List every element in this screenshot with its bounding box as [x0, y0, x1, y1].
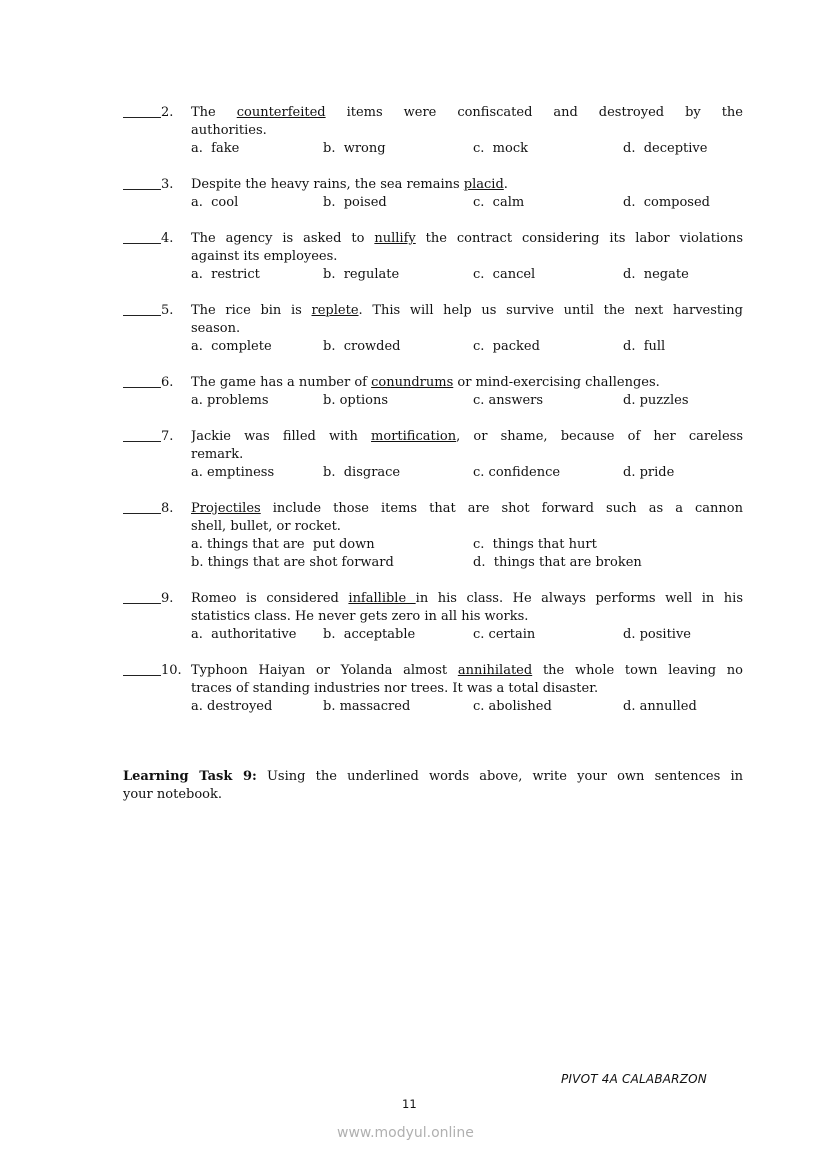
answer-blank[interactable]	[123, 500, 161, 514]
question-number: 5.	[161, 303, 174, 318]
question-line	[123, 122, 743, 140]
choice-option[interactable]: a. things that are put down	[191, 537, 375, 552]
learning-task-9	[123, 768, 743, 804]
choice-option[interactable]: c. mock	[473, 141, 528, 156]
question-line	[123, 608, 743, 626]
text-segment: items were confiscated and destroyed by the	[325, 105, 743, 120]
text-segment: the whole town leaving no	[532, 663, 743, 678]
footer-pivot-label: PIVOT 4A CALABARZON	[561, 1072, 707, 1086]
choice-option[interactable]: a. cool	[191, 195, 239, 210]
question-item	[123, 230, 743, 284]
question-number: 9.	[161, 591, 174, 606]
underlined-word: infallible	[348, 591, 416, 606]
choice-row	[123, 338, 743, 356]
text-segment: The game has a number of	[191, 375, 372, 390]
choice-option[interactable]: a. destroyed	[191, 699, 273, 714]
question-text	[191, 176, 743, 194]
question-item	[123, 104, 743, 158]
choice-option[interactable]: a. authoritative	[191, 627, 297, 642]
text-segment: include those items that are shot forward such as a cannon	[260, 501, 743, 516]
question-number: 7.	[161, 429, 174, 444]
choice-option[interactable]: b. massacred	[323, 699, 411, 714]
choice-option[interactable]: d. negate	[623, 267, 689, 282]
choice-option[interactable]: a. complete	[191, 339, 272, 354]
underlined-word: Projectiles	[191, 501, 261, 516]
text-segment: authorities.	[191, 123, 267, 138]
question-number: 8.	[161, 501, 174, 516]
text-segment: season.	[191, 321, 241, 336]
underlined-word: counterfeited	[236, 105, 326, 120]
choice-row	[123, 554, 743, 572]
choice-option[interactable]: d. positive	[623, 627, 691, 642]
task-text: Using the underlined words above, write your own sentences in	[256, 769, 743, 784]
question-line	[123, 302, 743, 320]
choice-option[interactable]: a. problems	[191, 393, 269, 408]
question-text	[191, 446, 743, 464]
choice-row	[123, 698, 743, 716]
text-segment: .	[503, 177, 508, 192]
question-line	[123, 374, 743, 392]
choice-option[interactable]: b. regulate	[323, 267, 400, 282]
question-text	[191, 374, 743, 392]
question-text	[191, 248, 743, 266]
question-line	[123, 176, 743, 194]
task-label: Learning Task 9:	[123, 769, 257, 784]
question-number: 10.	[161, 663, 182, 678]
answer-blank[interactable]	[123, 428, 161, 442]
choice-option[interactable]: a. fake	[191, 141, 240, 156]
question-line	[123, 518, 743, 536]
question-text	[191, 104, 743, 122]
underlined-word: nullify	[374, 231, 416, 246]
question-text	[191, 122, 743, 140]
answer-blank[interactable]	[123, 176, 161, 190]
question-text	[191, 590, 743, 608]
choice-row	[123, 266, 743, 284]
choice-option[interactable]: c. calm	[473, 195, 525, 210]
choice-option[interactable]: b. crowded	[323, 339, 401, 354]
underlined-word: conundrums	[371, 375, 454, 390]
page-number: 11	[402, 1097, 417, 1111]
question-item	[123, 374, 743, 410]
text-segment: shell, bullet, or rocket.	[191, 519, 341, 534]
answer-blank[interactable]	[123, 590, 161, 604]
question-number: 3.	[161, 177, 174, 192]
text-segment: the contract considering its labor violations	[415, 231, 743, 246]
choice-row	[123, 464, 743, 482]
question-text	[191, 500, 743, 518]
text-segment: traces of standing industries nor trees. It was a total disaster.	[191, 681, 599, 696]
choice-option[interactable]: a. restrict	[191, 267, 260, 282]
watermark: www.modyul.online	[337, 1125, 474, 1141]
text-segment: , or shame, because of her careless	[456, 429, 743, 444]
question-line	[123, 320, 743, 338]
choice-row	[123, 626, 743, 644]
underlined-word: mortification	[371, 429, 457, 444]
choice-row	[123, 194, 743, 212]
question-line	[123, 428, 743, 446]
text-segment: Romeo is considered	[191, 591, 349, 606]
question-line	[123, 248, 743, 266]
question-text	[191, 428, 743, 446]
choice-option[interactable]: b. poised	[323, 195, 387, 210]
text-segment: Jackie was filled with	[191, 429, 372, 444]
question-number: 4.	[161, 231, 174, 246]
choice-option[interactable]: d. composed	[623, 195, 710, 210]
text-segment: or mind-exercising challenges.	[453, 375, 660, 390]
question-text	[191, 608, 743, 626]
choice-row	[123, 392, 743, 410]
text-segment: The	[191, 105, 237, 120]
choice-option[interactable]: c. abolished	[473, 699, 552, 714]
choice-option[interactable]: b. options	[323, 393, 388, 408]
answer-blank[interactable]	[123, 374, 161, 388]
question-line	[123, 104, 743, 122]
answer-blank[interactable]	[123, 302, 161, 316]
question-number: 6.	[161, 375, 174, 390]
question-item	[123, 662, 743, 716]
question-text	[191, 320, 743, 338]
choice-option[interactable]: d. full	[623, 339, 666, 354]
choice-option[interactable]: c. things that hurt	[473, 537, 597, 552]
question-item	[123, 302, 743, 356]
underlined-word: replete	[311, 303, 359, 318]
choice-option[interactable]: c. packed	[473, 339, 540, 354]
text-segment: . This will help us survive until the next harvesting	[358, 303, 743, 318]
choice-option[interactable]: c. cancel	[473, 267, 536, 282]
choice-option[interactable]: d. puzzles	[623, 393, 689, 408]
text-segment: against its employees.	[191, 249, 338, 264]
question-line	[123, 590, 743, 608]
text-segment: The rice bin is	[191, 303, 312, 318]
choice-row	[123, 536, 743, 554]
choice-option[interactable]: c. certain	[473, 627, 536, 642]
text-segment: in his class. He always performs well in his	[415, 591, 743, 606]
text-segment: statistics class. He never gets zero in all his works.	[191, 609, 529, 624]
answer-blank[interactable]	[123, 104, 161, 118]
choice-option[interactable]: c. answers	[473, 393, 544, 408]
choice-option[interactable]: b. disgrace	[323, 465, 401, 480]
question-line	[123, 662, 743, 680]
question-item	[123, 590, 743, 644]
question-number: 2.	[161, 105, 174, 120]
question-line	[123, 230, 743, 248]
question-text	[191, 662, 743, 680]
choice-option[interactable]: d. things that are broken	[473, 555, 642, 570]
choice-row	[123, 140, 743, 158]
question-text	[191, 302, 743, 320]
underlined-word: annihilated	[457, 663, 533, 678]
underlined-word: placid	[463, 177, 504, 192]
task-text-2: your notebook.	[123, 787, 222, 802]
question-text	[191, 230, 743, 248]
choice-option[interactable]: a. emptiness	[191, 465, 275, 480]
choice-option[interactable]: d. pride	[623, 465, 675, 480]
choice-option[interactable]: d. deceptive	[623, 141, 708, 156]
choice-option[interactable]: d. annulled	[623, 699, 697, 714]
text-segment: Despite the heavy rains, the sea remains	[191, 177, 464, 192]
text-segment: The agency is asked to	[191, 231, 375, 246]
question-list	[123, 104, 743, 734]
answer-blank[interactable]	[123, 662, 161, 676]
question-line	[123, 500, 743, 518]
choice-option[interactable]: b. things that are shot forward	[191, 555, 394, 570]
choice-option[interactable]: c. confidence	[473, 465, 561, 480]
question-text	[191, 680, 743, 698]
question-line	[123, 446, 743, 464]
question-text	[191, 518, 743, 536]
text-segment: remark.	[191, 447, 244, 462]
question-line	[123, 680, 743, 698]
choice-option[interactable]: b. acceptable	[323, 627, 416, 642]
text-segment: Typhoon Haiyan or Yolanda almost	[191, 663, 458, 678]
question-item	[123, 176, 743, 212]
answer-blank[interactable]	[123, 230, 161, 244]
choice-option[interactable]: b. wrong	[323, 141, 386, 156]
question-item	[123, 428, 743, 482]
question-item	[123, 500, 743, 572]
